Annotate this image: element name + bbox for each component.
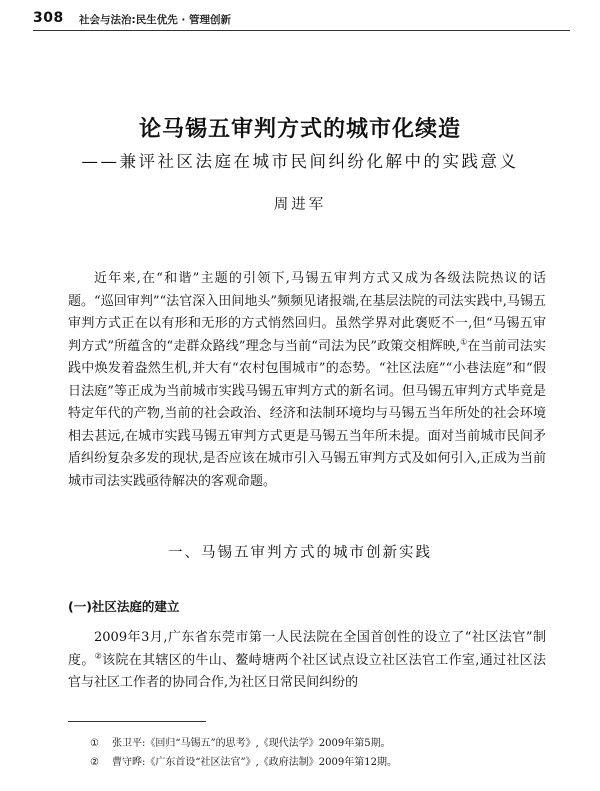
header-rule — [33, 30, 570, 31]
footnote-mark: ② — [90, 757, 99, 768]
footnote — [90, 753, 550, 772]
section-heading: 一、马锡五审判方式的城市创新实践 — [168, 545, 432, 561]
page-number: 308 — [33, 10, 64, 26]
running-head: 社会与法治:民生优先 · 管理创新 — [79, 14, 231, 26]
footnote-ref-2: ② — [94, 651, 103, 661]
page-header — [33, 6, 573, 28]
section-paragraph — [68, 627, 546, 695]
section-text-part-1: 2009年3月,广东省东莞市第一人民法院在全国首创性的设立了“社区法官”制度。 — [68, 630, 546, 668]
footnote-text: 张卫平:《回归“马锡五”的思考》,《现代法学》2009年第5期。 — [112, 738, 391, 749]
footnote-mark: ① — [90, 738, 99, 749]
article-author: 周进军 — [273, 197, 327, 213]
footnotes — [90, 734, 550, 772]
footnote-text: 曹守晔:《广东首设“社区法官”》,《政府法制》2009年第12期。 — [112, 757, 397, 768]
footnote-ref-1: ① — [460, 337, 468, 347]
intro-text-part-2: 在当前司法实践中焕发着盎然生机,并大有“农村包围城市”的态势。“社区法庭”“小巷法庭”和“假日法庭”等正成为当前城市实践马锡五审判方式的新名词。但马锡五审判方式毕竟是特定年代的产物,当前的社会政治、经济和法制环境均与马锡五当年所处的社会环境相去甚远,在城市实践马锡五审判方式更是马锡五当年所未提。面对当前城市民间矛盾纠纷复杂多发的现状,是否应该在城市引入马锡五审判方式及如何引入,正成为当前城市司法实践亟待解决的客观命题。 — [68, 338, 546, 489]
article-title: 论马锡五审判方式的城市化续造 — [138, 116, 461, 142]
section-text-part-2: 该院在其辖区的牛山、鳌峙塘两个社区试点设立社区法官工作室,通过社区法官与社区工作者的协同合作,为社区日常民间纠纷的 — [68, 652, 546, 690]
footnote — [90, 734, 550, 753]
footnote-rule — [68, 721, 206, 722]
intro-text-part-1: 近年来,在“和谐”主题的引领下,马锡五审判方式又成为各级法院热议的话题。“巡回审判”“法官深入田间地头”频频见诸报端,在基层法院的司法实践中,马锡五审判方式正在以有形和无形的方式悄然回归。虽然学界对此褒贬不一,但“马锡五审判方式”所蕴含的“走群众路线”理念与当前“司法为民”政策交相辉映, — [68, 271, 546, 354]
article-subtitle: ——兼评社区法庭在城市民间纠纷化解中的实践意义 — [81, 152, 519, 171]
intro-paragraph — [68, 268, 546, 493]
subsection-heading: (一)社区法庭的建立 — [68, 599, 180, 614]
